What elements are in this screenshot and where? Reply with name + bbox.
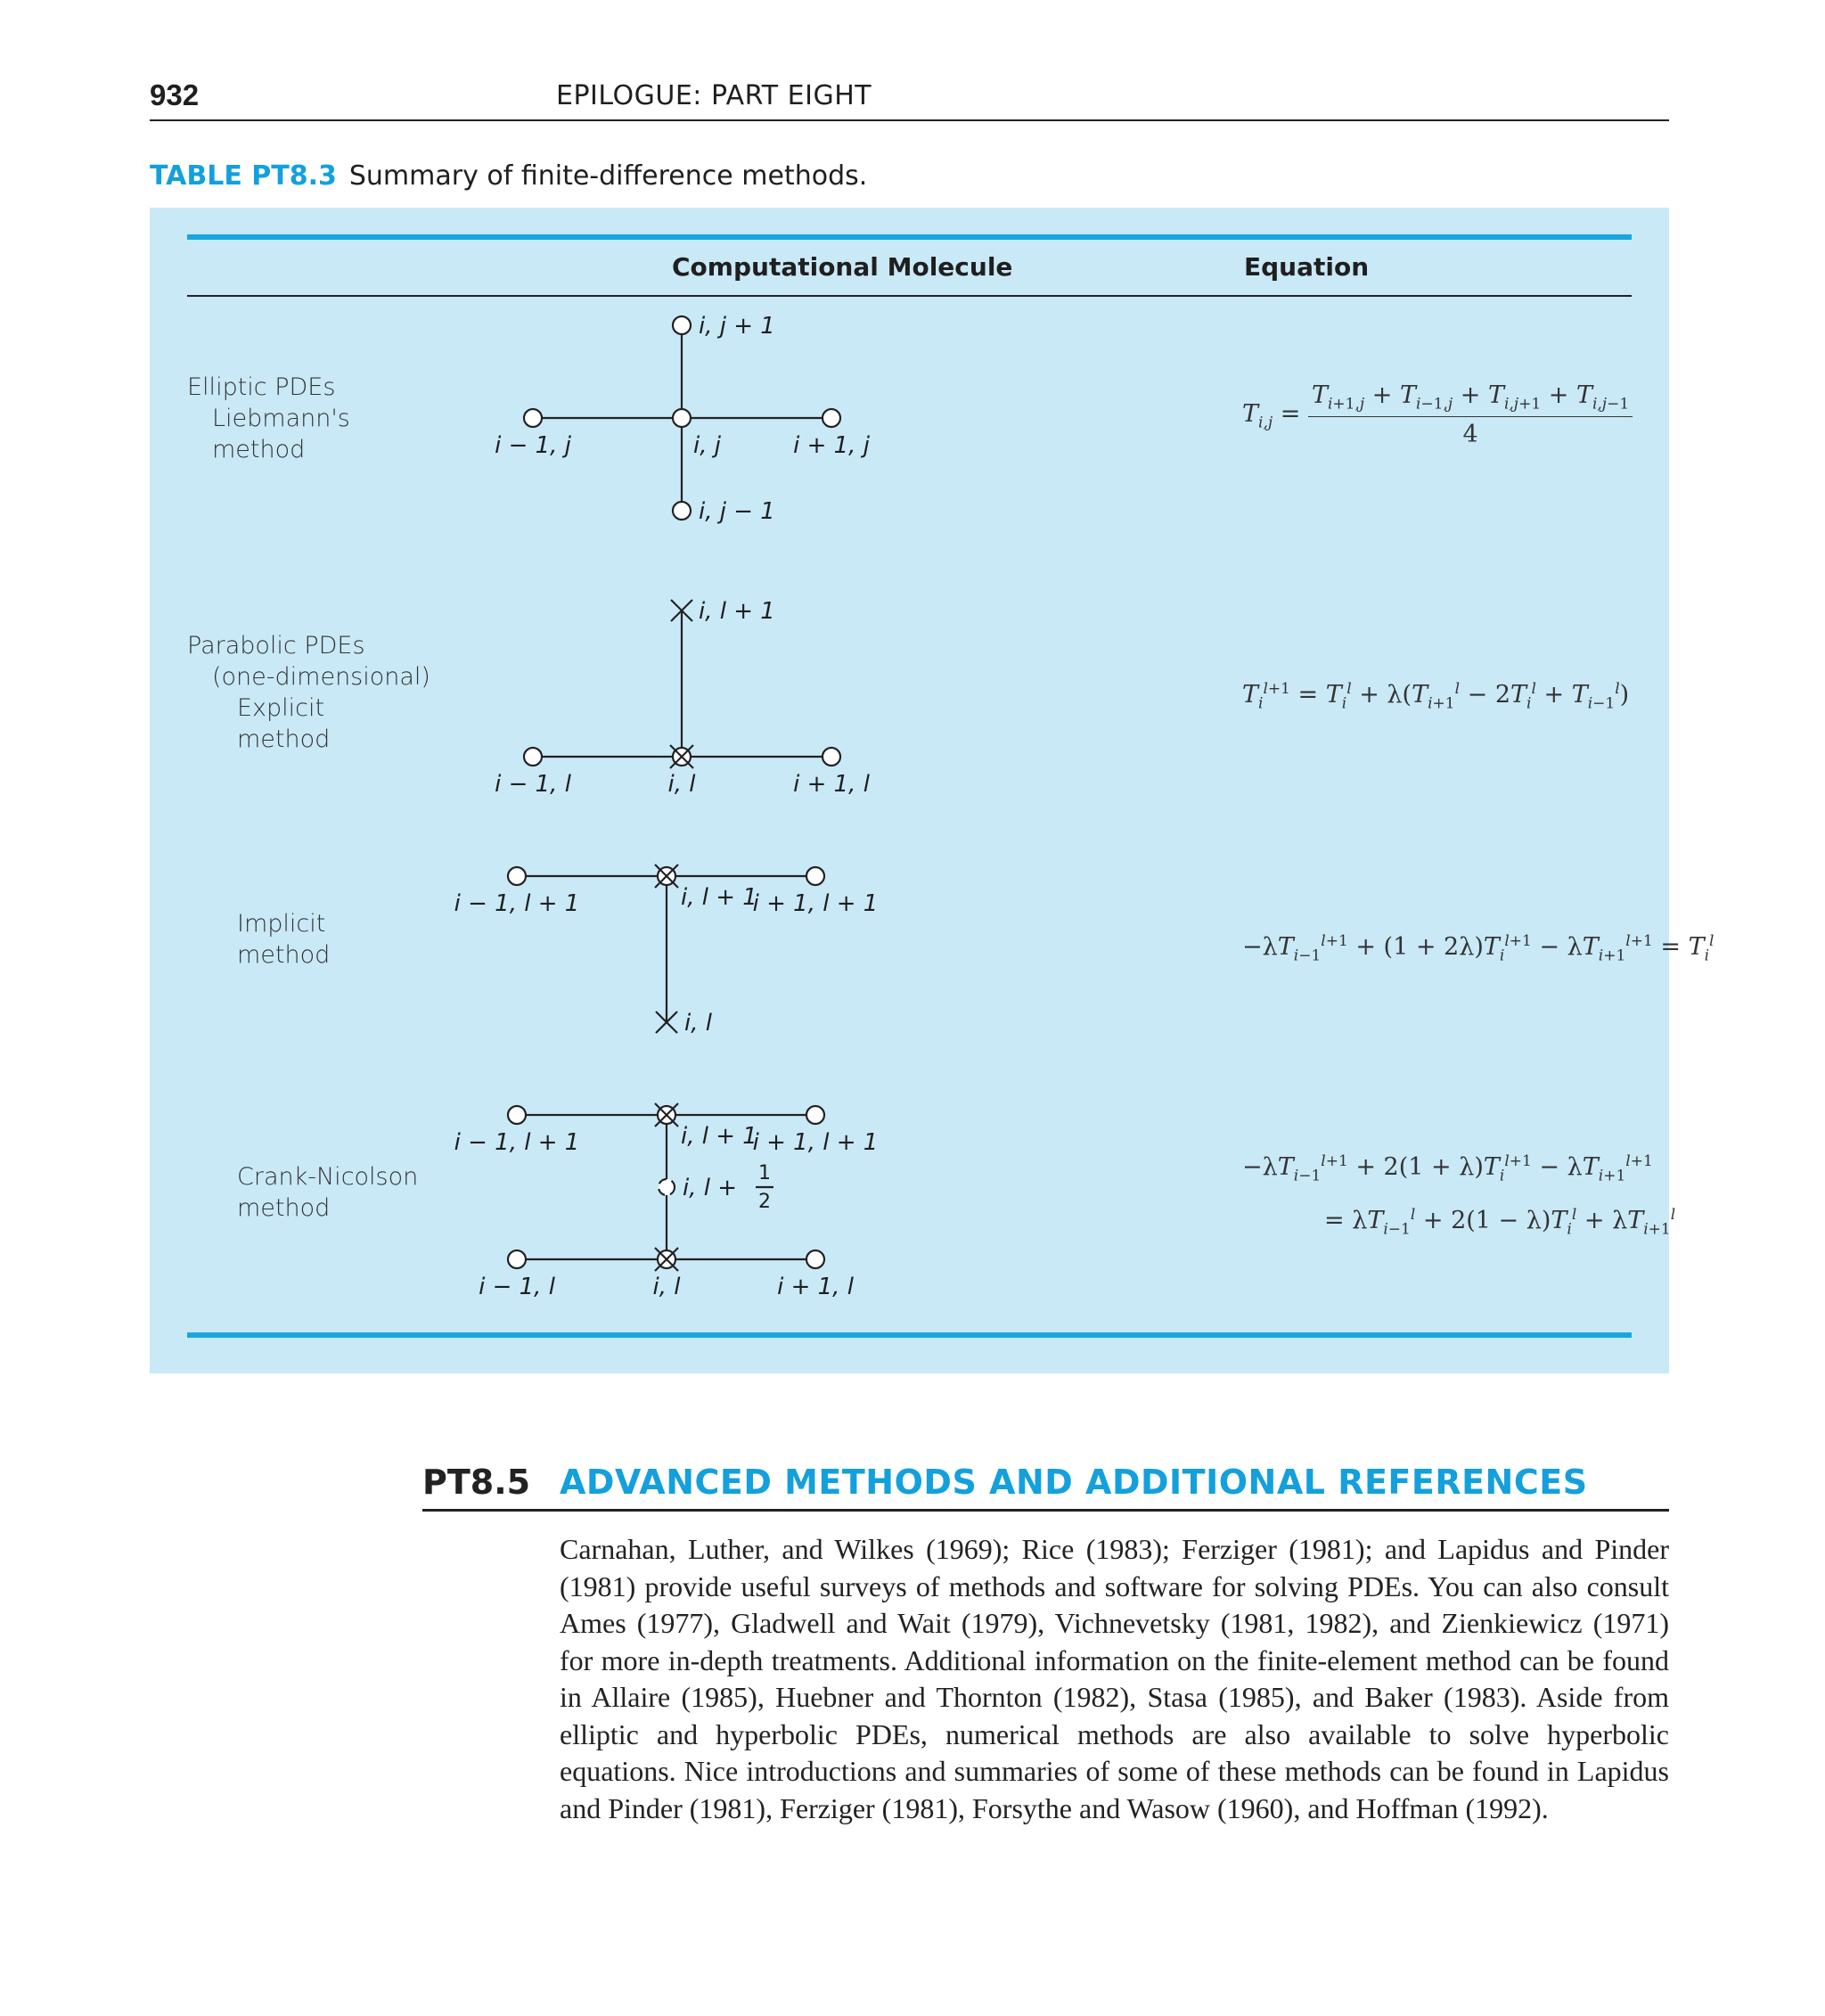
table-label: TABLE PT8.3 xyxy=(150,160,337,192)
node-label: i + 1, l xyxy=(793,771,870,798)
node-label: i + 1, l xyxy=(777,1274,854,1300)
section-title: ADVANCED METHODS AND ADDITIONAL REFERENCES xyxy=(560,1463,1588,1502)
running-head: EPILOGUE: PART EIGHT xyxy=(556,80,872,111)
equation-crank-nicolson-rhs: = $\lambda T_{i-1}^l + 2(1 - \lambda)T_i^l + \lambda T_{i+1}^l$ xyxy=(1324,1206,1676,1239)
equation-explicit: $T_i^{l+1} = T_i^l + \lambda(T_{i+1}^l - 2T_i^l + T_{i-1}^l)$ xyxy=(1242,680,1630,713)
equation-fraction: $\frac{T_{i+1,j} + T_{i-1,j} + T_{i,j+1} + T_{i,j-1}}{4}$ xyxy=(1308,381,1633,448)
section-heading xyxy=(422,1463,1669,1512)
grid-node xyxy=(508,867,526,885)
grid-node xyxy=(673,409,691,427)
molecule-liebmann xyxy=(495,313,871,525)
node-label: i − 1, j xyxy=(495,432,571,459)
body-paragraph: Carnahan, Luther, and Wilkes (1969); Rice (1983); Ferziger (1981); and Lapidus and Pinder (1981) provide useful surveys of methods and software for solving PDEs. You can also consult Ames (1977), Gladwell and Wait (1979), Vichnevetsky (1981, 1982), and Zienkiewicz (1971) for more in-depth treatments. Additional information on the finite-element method can be found in Allaire (1985), Huebner and Thornton (1982), Stasa (1985), and Baker (1983). Aside from elliptic and hyperbolic PDEs, numerical methods are also available to solve hyperbolic equations. Nice introductions and summaries of some of these methods can be found in Lapidus and Pinder (1981), Ferziger (1981), Forsythe and Wasow (1960), and Hoffman (1992). xyxy=(560,1533,1669,1824)
grid-node xyxy=(822,748,840,766)
node-label: i − 1, l xyxy=(495,771,571,798)
grid-node xyxy=(806,1250,824,1268)
grid-node xyxy=(822,409,840,427)
grid-node xyxy=(524,748,542,766)
node-label: i, l + 1 xyxy=(681,884,757,911)
method-label-crank-nicolson: Crank-Nicolson method xyxy=(237,1163,419,1222)
grid-node xyxy=(524,409,542,427)
grid-node xyxy=(806,867,824,885)
node-label: i + 1, l + 1 xyxy=(752,890,879,917)
method-label-explicit: Parabolic PDEs (one-dimensional) Explicit method xyxy=(187,632,430,753)
table-caption-text: Summary of finite-difference methods. xyxy=(348,160,868,192)
molecule-explicit xyxy=(495,598,871,798)
node-label: i − 1, l + 1 xyxy=(454,1129,580,1156)
node-label: i, l xyxy=(652,1274,681,1300)
page-header xyxy=(150,78,1669,121)
node-label: i − 1, l xyxy=(479,1274,555,1300)
fraction-numerator: 1 xyxy=(758,1162,771,1184)
equation-liebmann: $T_{i,j}$ = $\frac{T_{i+1,j} + T_{i-1,j} + T_{i,j+1} + T_{i,j-1}}{4}$ xyxy=(1242,381,1633,448)
method-label-liebmann: Elliptic PDEs Liebmann's method xyxy=(187,373,350,463)
node-label: i, l xyxy=(667,771,696,798)
node-label: i, j − 1 xyxy=(699,498,775,525)
equation-implicit: $-\lambda T_{i-1}^{l+1} + (1 + 2\lambda)T_i^{l+1} - \lambda T_{i+1}^{l+1} = T_i^l$ xyxy=(1242,932,1715,965)
node-label: i, l xyxy=(684,1010,712,1037)
column-header-molecule: Computational Molecule xyxy=(672,252,1013,282)
grid-node xyxy=(673,502,691,520)
molecule-implicit xyxy=(454,865,879,1037)
fraction-denominator: 2 xyxy=(758,1191,771,1213)
node-label: i + 1, j xyxy=(793,432,870,459)
page-number: 932 xyxy=(150,78,200,111)
grid-node xyxy=(806,1106,824,1124)
grid-node xyxy=(508,1250,526,1268)
node-label: i − 1, l + 1 xyxy=(454,890,580,917)
node-label: i, j xyxy=(693,432,721,459)
grid-node xyxy=(508,1106,526,1124)
table-bottom-rule xyxy=(187,1332,1632,1338)
finite-difference-table xyxy=(150,208,1715,1373)
node-label: i, l + xyxy=(683,1175,738,1201)
grid-node xyxy=(673,316,691,334)
node-label: i, l + 1 xyxy=(681,1123,757,1150)
node-label: i + 1, l + 1 xyxy=(752,1129,879,1156)
molecule-crank-nicolson xyxy=(454,1103,879,1300)
section-number: PT8.5 xyxy=(422,1463,531,1502)
column-header-equation: Equation xyxy=(1244,252,1370,282)
half-step-node xyxy=(659,1179,675,1195)
table-caption xyxy=(150,160,867,192)
equation-crank-nicolson-lhs: $-\lambda T_{i-1}^{l+1} + 2(1 + \lambda)T_i^{l+1} - \lambda T_{i+1}^{l+1}$ xyxy=(1242,1152,1653,1185)
node-label: i, j + 1 xyxy=(699,313,775,340)
node-label: i, l + 1 xyxy=(699,598,775,625)
method-label-implicit: Implicit method xyxy=(237,910,331,969)
